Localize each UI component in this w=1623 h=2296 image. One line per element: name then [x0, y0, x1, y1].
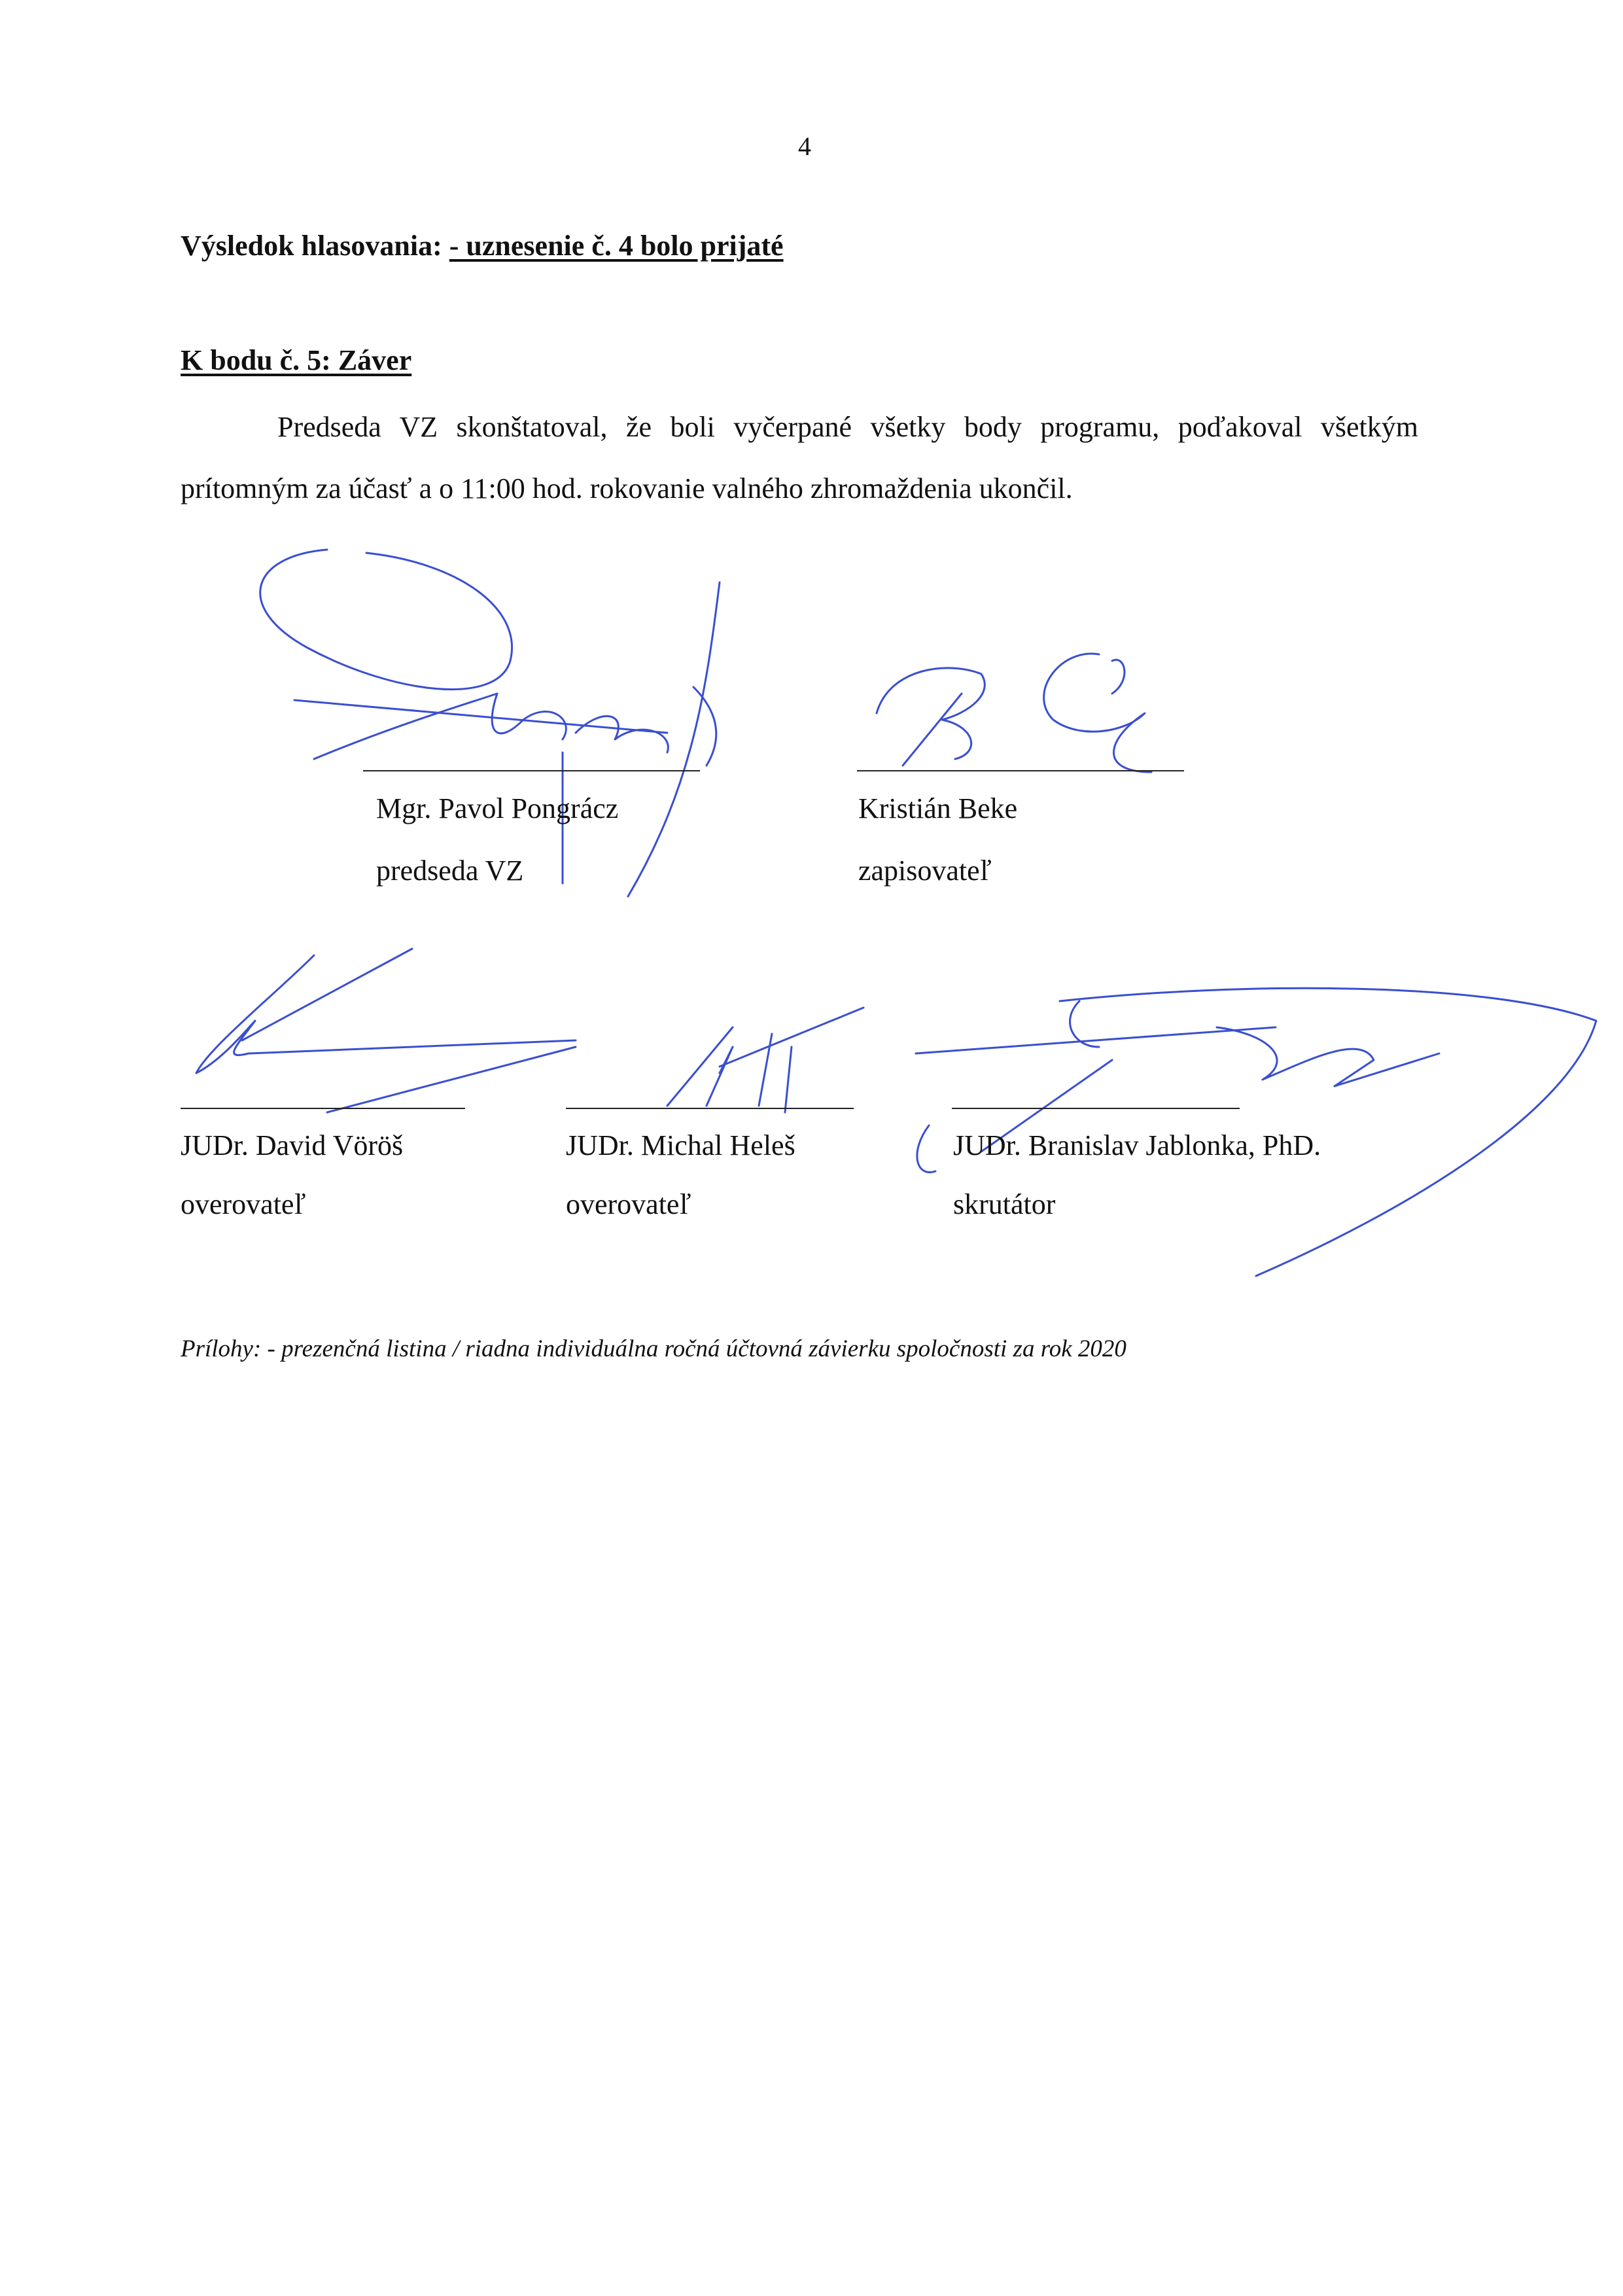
vote-result-value: - uznesenie č. 4 bolo prijaté	[449, 230, 784, 262]
signature-beke	[877, 654, 1151, 772]
signature-line	[952, 1108, 1240, 1109]
signature-line	[857, 770, 1184, 771]
signature-line	[181, 1108, 465, 1109]
page-number: 4	[798, 132, 811, 161]
signatory-name: JUDr. Branislav Jablonka, PhD.	[953, 1129, 1321, 1161]
signatory-role: zapisovateľ	[858, 855, 992, 887]
signature-heles	[667, 1008, 864, 1112]
signatory-role: skrutátor	[953, 1188, 1056, 1220]
vote-result	[181, 229, 784, 262]
signatory-name: JUDr. David Vöröš	[181, 1129, 404, 1161]
signatory-name: Mgr. Pavol Pongrácz	[376, 792, 619, 824]
signatory-role: predseda VZ	[376, 855, 524, 887]
signatory-name: JUDr. Michal Heleš	[566, 1129, 795, 1161]
closing-paragraph: Predseda VZ skonštatoval, že boli vyčerpané všetky body programu, poďakoval všetkým prítomným za účasť a o 11:00 hod. rokovanie valného zhromaždenia ukončil.	[181, 411, 1418, 504]
vote-result-label: Výsledok hlasovania:	[181, 230, 442, 262]
signature-voros	[196, 949, 576, 1112]
signature-line	[566, 1108, 854, 1109]
signature-pongracz	[260, 550, 720, 896]
signatory-name: Kristián Beke	[858, 792, 1018, 824]
attachments-note: Prílohy: - prezenčná listina / riadna individuálna ročná účtovná závierku spoločnosti za rok 2020	[181, 1335, 1126, 1362]
section-heading: K bodu č. 5: Záver	[181, 344, 412, 376]
signature-line	[363, 770, 700, 771]
signatory-role: overovateľ	[181, 1188, 306, 1220]
signatory-role: overovateľ	[566, 1188, 691, 1220]
